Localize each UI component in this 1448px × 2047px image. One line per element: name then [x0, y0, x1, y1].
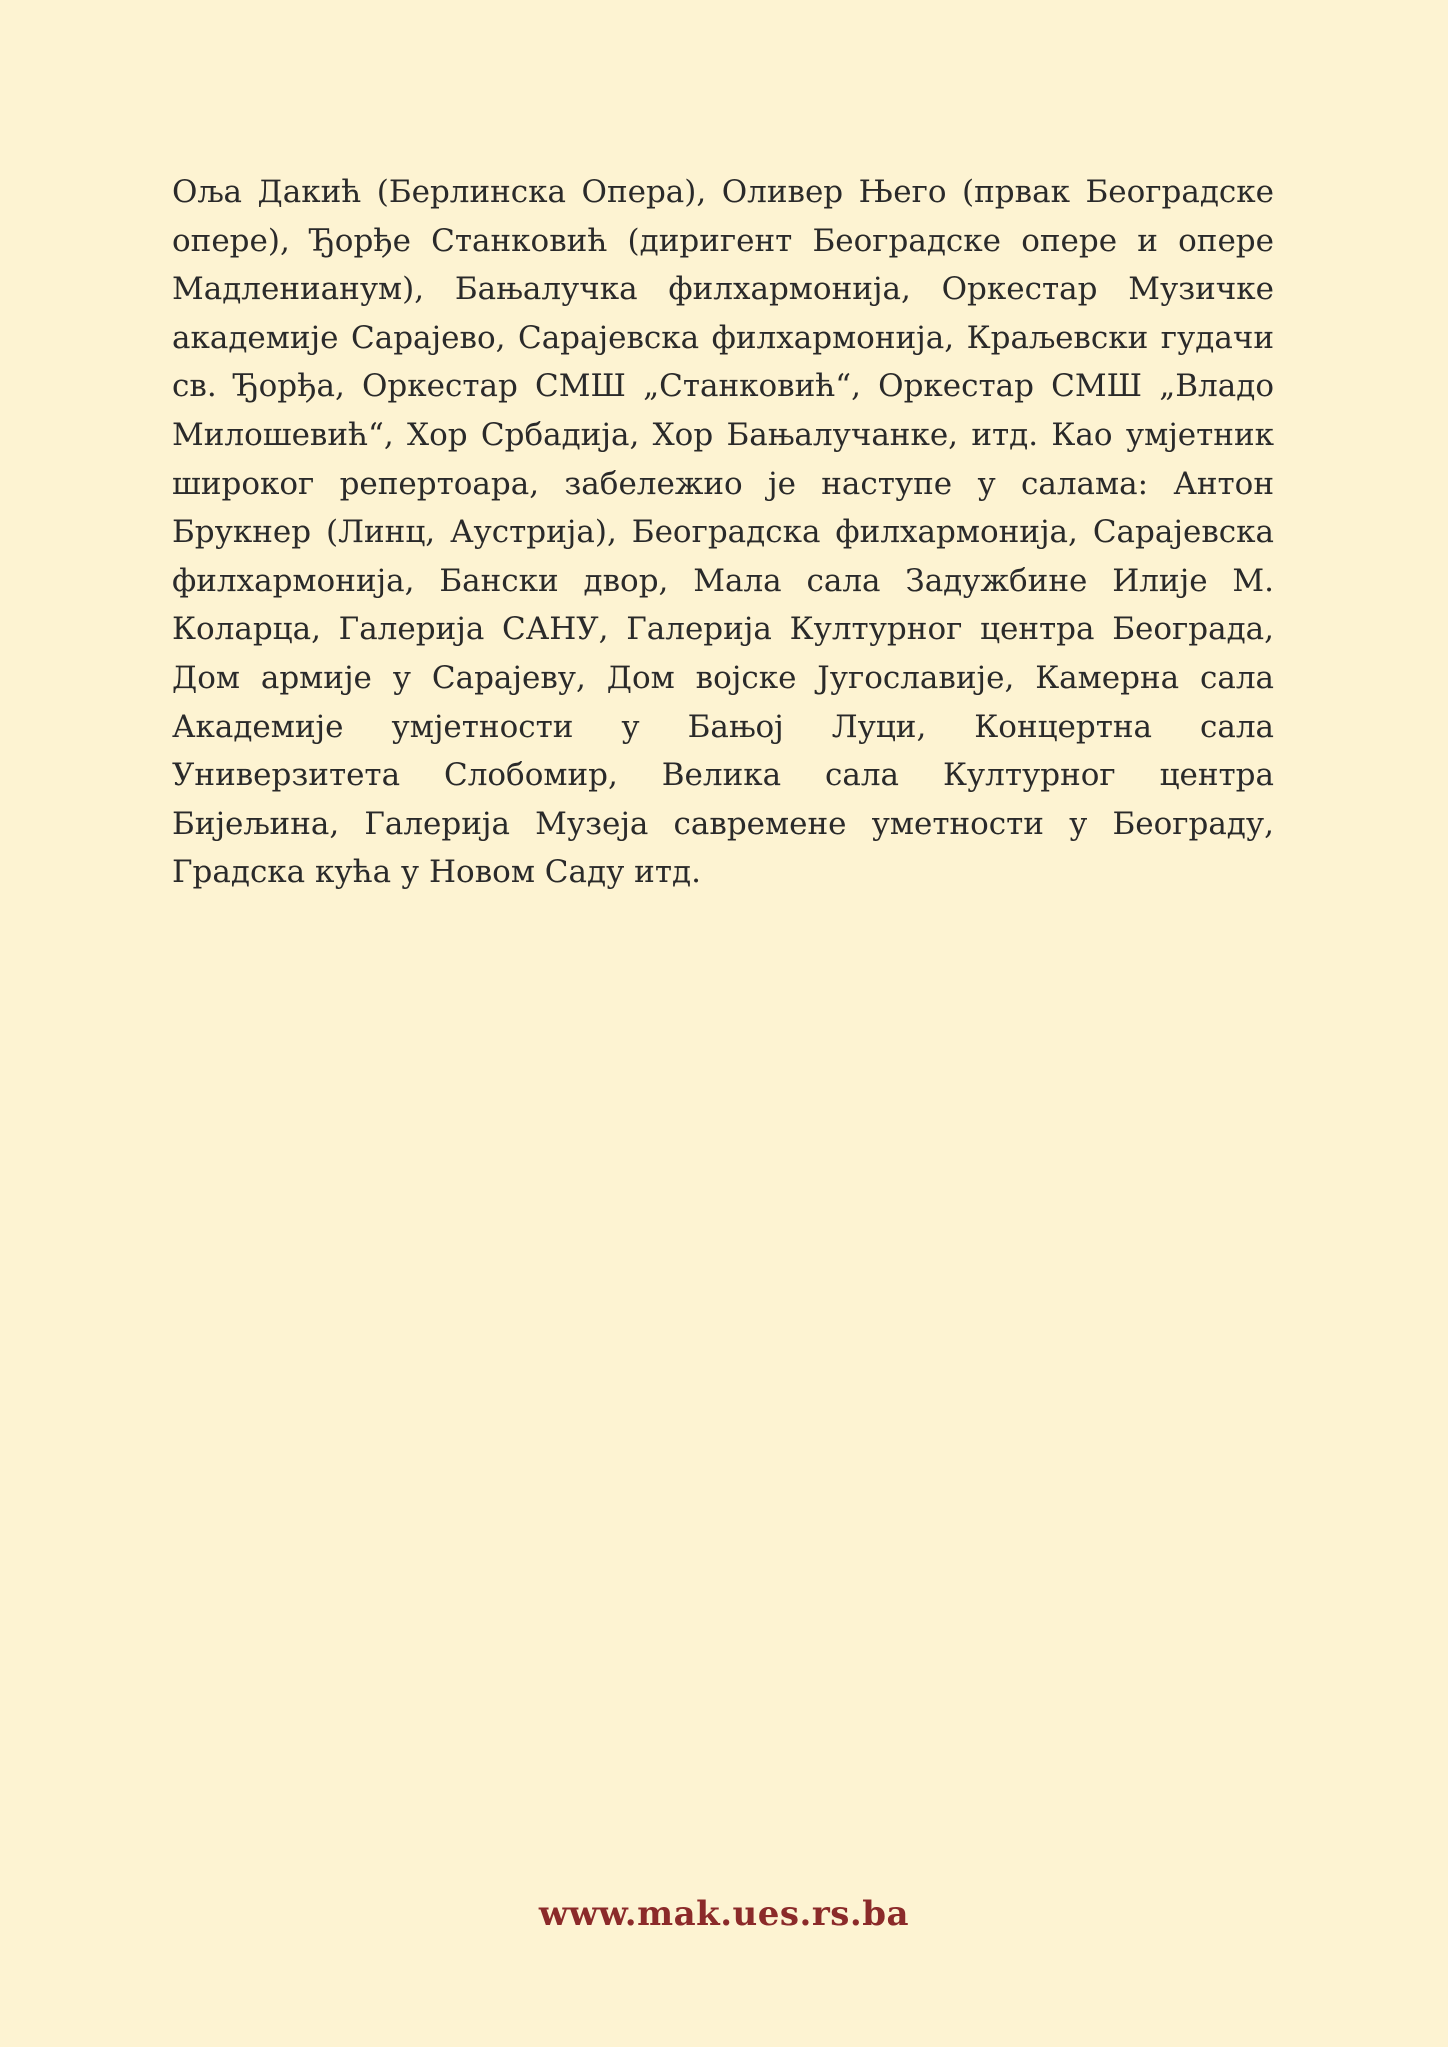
footer-website-url: www.mak.ues.rs.ba — [538, 1894, 910, 1934]
body-paragraph: Оља Дакић (Берлинска Опера), Оливер Њего (првак Београдске опере), Ђорђе Станковић (диригент Београдске опере и опере Мадленианум), Бањалучка филхармонија, Оркестар Музичке академије Сарајево, Сарајевска филхармонија, Краљевски гудачи св. Ђорђа, Оркестар СМШ „Станковић“, Оркестар СМШ „Владо Милошевић“, Хор Србадија, Хор Бањалучанке, итд. Као умјетник широког репертоара, забележио је наступе у салама: Антон Брукнер (Линц, Аустрија), Београдска филхармонија, Сарајевска филхармонија, Бански двор, Мала сала Задужбине Илије М. Коларца, Галерија САНУ, Галерија Културног центра Београда, Дом армије у Сарајеву, Дом војске Југославије, Камерна сала Академије умјетности у Бањој Луци, Концертна сала Универзитета Слобомир, Велика сала Културног центра Бијељина, Галерија Музеја савремене уметности у Београду, Градска кућа у Новом Саду итд. — [172, 174, 1274, 891]
